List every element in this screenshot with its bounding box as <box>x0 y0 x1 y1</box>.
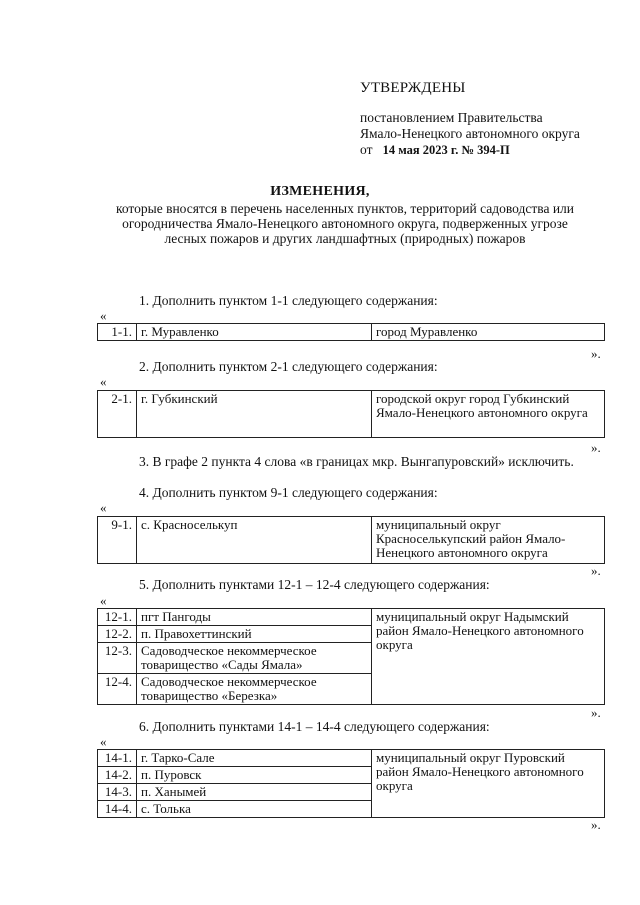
row-number: 14-2. <box>98 767 137 784</box>
row-number: 12-3. <box>98 643 137 674</box>
row-name: п. Правохеттинский <box>137 626 372 643</box>
row-name: с. Толька <box>137 801 372 818</box>
close-quote: ». <box>591 705 601 720</box>
approval-line-1: постановлением Правительства <box>360 110 543 125</box>
close-quote: ». <box>591 346 601 361</box>
row-name: п. Ханымей <box>137 784 372 801</box>
row-description: муниципальный округ Красноселькупский район Ямало-Ненецкого автономного округа <box>372 517 605 564</box>
row-number: 9-1. <box>98 517 137 564</box>
row-number: 12-4. <box>98 674 137 705</box>
row-name: г. Губкинский <box>137 391 372 438</box>
close-quote: ». <box>591 817 601 832</box>
row-name: п. Пуровск <box>137 767 372 784</box>
open-quote: « <box>100 500 107 515</box>
close-quote: ». <box>591 440 601 455</box>
item-4-text: 4. Дополнить пунктом 9-1 следующего содержания: <box>139 485 438 500</box>
document-title: ИЗМЕНЕНИЯ, <box>270 184 370 199</box>
group-description: муниципальный округ Пуровский район Ямало-Ненецкого автономного округа <box>372 750 605 818</box>
approval-line-2: Ямало-Ненецкого автономного округа <box>360 126 580 141</box>
group-description: муниципальный округ Надымский район Ямало-Ненецкого автономного округа <box>372 609 605 705</box>
row-number: 14-1. <box>98 750 137 767</box>
row-number: 2-1. <box>98 391 137 438</box>
row-name: г. Тарко-Сале <box>137 750 372 767</box>
table-item-5 <box>97 608 605 705</box>
row-name: г. Муравленко <box>137 324 372 341</box>
item-2-text: 2. Дополнить пунктом 2-1 следующего содержания: <box>139 359 438 374</box>
row-number: 12-1. <box>98 609 137 626</box>
table-row <box>98 517 605 564</box>
open-quote: « <box>100 734 107 749</box>
item-3-text: 3. В графе 2 пункта 4 слова «в границах мкр. Вынгапуровский» исключить. <box>139 454 574 469</box>
approval-date-line <box>360 142 630 158</box>
row-description: город Муравленко <box>372 324 605 341</box>
row-name: с. Красноселькуп <box>137 517 372 564</box>
approval-date-number: 14 мая 2023 г. № 394-П <box>382 143 510 157</box>
row-number: 1-1. <box>98 324 137 341</box>
open-quote: « <box>100 308 107 323</box>
table-item-2 <box>97 390 605 438</box>
row-name: пгт Пангоды <box>137 609 372 626</box>
approval-from-label: от <box>360 142 373 157</box>
table-item-6 <box>97 749 605 818</box>
row-number: 14-4. <box>98 801 137 818</box>
table-row <box>98 324 605 341</box>
document-subtitle <box>80 201 610 246</box>
row-name: Садоводческое некоммерческое товарищество «Березка» <box>137 674 372 705</box>
open-quote: « <box>100 374 107 389</box>
item-1-text: 1. Дополнить пунктом 1-1 следующего содержания: <box>139 293 438 308</box>
row-description: городской округ город Губкинский Ямало-Ненецкого автономного округа <box>372 391 605 438</box>
row-number: 12-2. <box>98 626 137 643</box>
table-item-4 <box>97 516 605 564</box>
table-row <box>98 750 605 767</box>
close-quote: ». <box>591 563 601 578</box>
subtitle-line-1: которые вносятся в перечень населенных пунктов, территорий садоводства или <box>115 201 575 216</box>
approval-block <box>360 80 630 158</box>
subtitle-line-2: огородничества Ямало-Ненецкого автономного округа, подверженных угрозе <box>122 216 568 231</box>
row-number: 14-3. <box>98 784 137 801</box>
item-6-text: 6. Дополнить пунктами 14-1 – 14-4 следующего содержания: <box>139 719 490 734</box>
table-item-1 <box>97 323 605 341</box>
table-row <box>98 391 605 438</box>
item-5-text: 5. Дополнить пунктами 12-1 – 12-4 следующего содержания: <box>139 577 490 592</box>
subtitle-line-3: лесных пожаров и других ландшафтных (природных) пожаров <box>164 231 526 246</box>
open-quote: « <box>100 593 107 608</box>
row-name: Садоводческое некоммерческое товарищество «Сады Ямала» <box>137 643 372 674</box>
table-row <box>98 609 605 626</box>
approval-heading: УТВЕРЖДЕНЫ <box>360 80 466 96</box>
